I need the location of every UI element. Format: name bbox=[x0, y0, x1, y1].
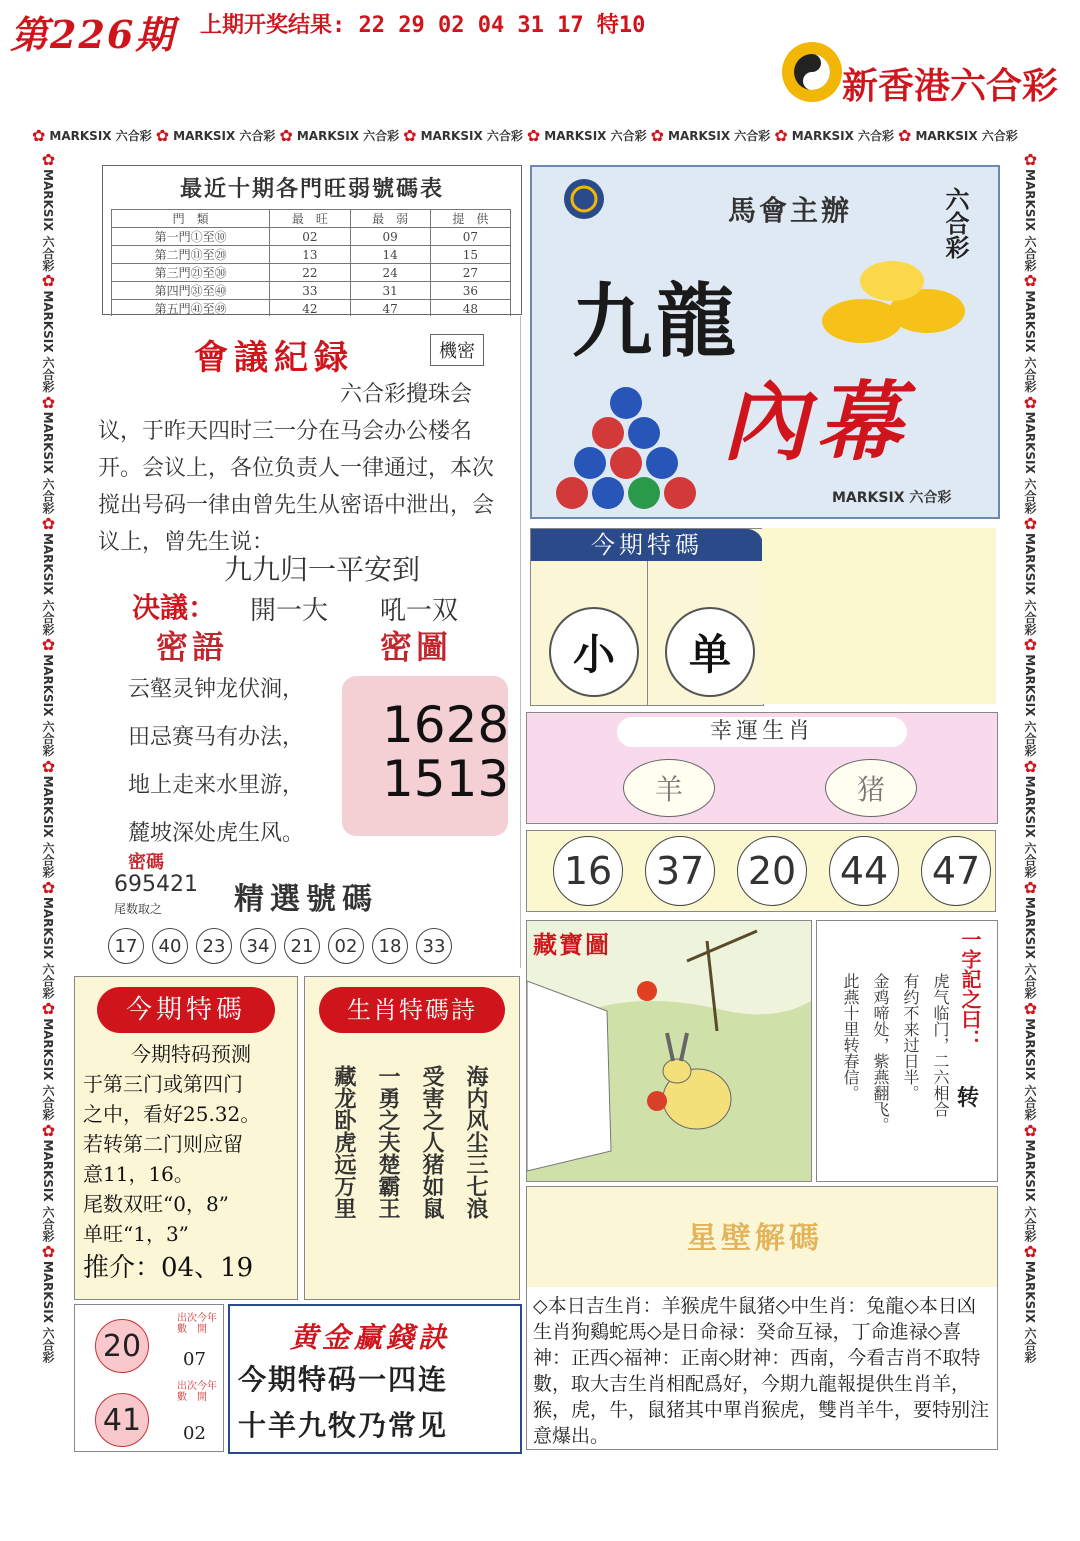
number-ball: 44 bbox=[829, 836, 899, 906]
special-size: 小 bbox=[549, 607, 639, 697]
lottery-balls-icon bbox=[546, 381, 706, 511]
mima-note: 尾数取之 bbox=[114, 902, 163, 916]
table-row: 第三門㉑至㉚ 22 24 27 bbox=[112, 264, 511, 282]
resolve-b: 吼一双 bbox=[380, 596, 459, 626]
frame-top: ✿ MARKSIX 六合彩 ✿ MARKSIX 六合彩 ✿ MARKSIX 六合彩 ✿ MARKSIX 六合彩 ✿ MARKSIX 六合彩 ✿ MARKSIX 六合彩 ✿ MARKSIX 六合彩 ✿ MARKSIX 六合彩 bbox=[32, 125, 1018, 145]
yellow-fill bbox=[762, 528, 996, 704]
yin-yang-icon bbox=[780, 40, 844, 104]
lucky-zodiac-title: 幸運生肖 bbox=[617, 717, 907, 747]
zodiac-poem-panel bbox=[304, 976, 520, 1300]
count-value: 07 bbox=[183, 1349, 206, 1370]
dragon-banner bbox=[530, 165, 1000, 519]
divider bbox=[647, 561, 648, 705]
gold-line: 十羊九牧乃常见 bbox=[238, 1409, 449, 1442]
count-panel: 20 出次數 今年開 07 41 出次數 今年開 02 bbox=[74, 1304, 224, 1452]
selected-numbers bbox=[108, 928, 452, 964]
table-row: 第二門⑪至⑳ 13 14 15 bbox=[112, 246, 511, 264]
one-word-poem: 虎气临门，二六相合 有约不来过日半。 金鸡啼处，紫燕翻飞。 此燕十里转春信。 bbox=[841, 973, 950, 1133]
frame-left: ✿MARKSIX 六合彩✿MARKSIX 六合彩✿MARKSIX 六合彩✿MARKSIX 六合彩✿MARKSIX 六合彩✿MARKSIX 六合彩✿MARKSIX 六合彩✿MARKSIX 六合彩✿MARKSIX 六合彩✿MARKSIX 六合彩 bbox=[39, 150, 58, 1364]
today-special-panel bbox=[74, 976, 298, 1300]
treasure-title: 藏寶圖 bbox=[533, 930, 611, 959]
star-title: 星壁解碼 bbox=[687, 1221, 823, 1256]
number-ball: 40 bbox=[152, 928, 188, 964]
resolve-a: 開一大 bbox=[250, 596, 329, 626]
five-numbers bbox=[526, 830, 996, 912]
special-code-panel bbox=[530, 528, 764, 706]
pig-icon: 猪 bbox=[825, 759, 917, 817]
table-row: 第五門㊶至㊾ 42 47 48 bbox=[112, 300, 511, 318]
organizer: 馬會主辦 bbox=[728, 194, 853, 227]
meeting-motto: 九九归一平安到 bbox=[224, 553, 421, 586]
table-header-row: 門 類 最 旺 最 弱 提 供 bbox=[112, 210, 511, 228]
special-parity: 单 bbox=[665, 607, 755, 697]
number-ball: 16 bbox=[553, 836, 623, 906]
mitu-label: 密圖 bbox=[380, 628, 453, 666]
today-special-body: 今期特码预测 于第三门或第四门 之中，看好25.32。 若转第二门则应留 意11，16。 尾数双旺“0，8” 单旺“1，3” 推介：04、19 bbox=[83, 1042, 261, 1283]
star-decode-panel bbox=[526, 1186, 998, 1450]
poem-line: 麓坡深处虎生风。 bbox=[128, 821, 305, 846]
issue-number: 第226期 bbox=[10, 12, 176, 57]
strength-table-title: 最近十期各門旺弱號碼表 bbox=[179, 176, 444, 202]
one-word-title: 一字記之曰： bbox=[958, 929, 982, 1049]
secret-tag: 機密 bbox=[430, 334, 484, 366]
mima-label: 密碼 bbox=[128, 852, 164, 873]
mima-value: 695421 bbox=[114, 872, 198, 897]
treasure-map bbox=[526, 920, 812, 1182]
special-code-title: 今期特碼 bbox=[531, 529, 763, 561]
resolve-label: 决議： bbox=[132, 591, 217, 624]
dragon-title-b: 內幕 bbox=[722, 372, 910, 473]
number-ball: 20 bbox=[737, 836, 807, 906]
meeting-panel bbox=[74, 316, 521, 968]
gold-formula-panel bbox=[228, 1304, 522, 1454]
star-body: ◇本日吉生肖：羊猴虎牛鼠猪◇中生肖：兔龍◇本日凶生肖狗鷄蛇馬◇是日命禄：癸命互禄，丁命進禄◇喜神：正西◇福神：正南◇財神：西南，今看吉肖不取特數，取大吉生肖相配爲好，今期九龍報提供生肖羊，猴，虎，牛，鼠猪其中單肖猴虎，雙肖羊牛，要特别注意爆出。 bbox=[533, 1295, 990, 1447]
rabbit-scene-icon bbox=[527, 921, 811, 1181]
count-number: 20 bbox=[95, 1319, 149, 1373]
zodiac-poem-title: 生肖特碼詩 bbox=[319, 987, 505, 1033]
poem-line: 云壑灵钟龙伏涧， bbox=[128, 677, 305, 702]
frame-right: ✿MARKSIX 六合彩✿MARKSIX 六合彩✿MARKSIX 六合彩✿MARKSIX 六合彩✿MARKSIX 六合彩✿MARKSIX 六合彩✿MARKSIX 六合彩✿MARKSIX 六合彩✿MARKSIX 六合彩✿MARKSIX 六合彩 bbox=[1021, 150, 1040, 1364]
number-ball: 17 bbox=[108, 928, 144, 964]
lucky-zodiac-panel bbox=[526, 712, 998, 824]
poem-line: 地上走来水里游， bbox=[128, 773, 305, 798]
table-row: 第四門㉛至㊵ 33 31 36 bbox=[112, 282, 511, 300]
picture-numbers: 1628 1513 bbox=[382, 696, 510, 808]
last-result: 上期开奖结果: 22 29 02 04 31 17 特10 bbox=[200, 13, 646, 38]
goat-icon: 羊 bbox=[623, 759, 715, 817]
number-ball: 33 bbox=[416, 928, 452, 964]
zodiac-poem-cols: 海内风尘三七浪 受害之人猪如鼠 一勇之夫楚霸王 藏龙卧虎远万里 bbox=[331, 1065, 489, 1219]
marksix-label: MARKSIX 六合彩 bbox=[832, 490, 952, 506]
number-ball: 21 bbox=[284, 928, 320, 964]
poem-line: 田忌赛马有办法， bbox=[128, 725, 305, 750]
select-label: 精選號碼 bbox=[234, 882, 378, 917]
dragon-title-a: 九龍 bbox=[572, 274, 740, 368]
table-row: 第一門①至⑩ 02 09 07 bbox=[112, 228, 511, 246]
today-special-title: 今期特碼 bbox=[97, 987, 275, 1033]
gold-title: 黄金赢錢訣 bbox=[290, 1321, 451, 1354]
one-word-panel bbox=[816, 920, 998, 1182]
hkjc-logo-icon bbox=[562, 177, 606, 221]
meeting-poem bbox=[128, 666, 304, 858]
number-ball: 37 bbox=[645, 836, 715, 906]
meeting-title: 會議紀録 bbox=[194, 338, 354, 378]
gold-ingot-icon bbox=[812, 251, 972, 351]
number-ball: 18 bbox=[372, 928, 408, 964]
lhc-label: 六合彩 bbox=[941, 187, 970, 259]
miyu-label: 密語 bbox=[156, 628, 229, 666]
gold-line: 今期特码一四连 bbox=[238, 1363, 449, 1396]
number-ball: 47 bbox=[921, 836, 991, 906]
brand-name: 新香港六合彩 bbox=[842, 66, 1059, 107]
count-number: 41 bbox=[95, 1393, 149, 1447]
number-ball: 02 bbox=[328, 928, 364, 964]
number-ball: 23 bbox=[196, 928, 232, 964]
one-word-answer: 转 bbox=[957, 1085, 980, 1111]
number-ball: 34 bbox=[240, 928, 276, 964]
secret-picture bbox=[342, 676, 508, 836]
count-value: 02 bbox=[183, 1423, 206, 1444]
brand-logo bbox=[780, 36, 1070, 116]
meeting-body: 六合彩攪珠会议，于昨天四时三一分在马会办公楼名开。会议上，各位负责人一律通过，本次搅出号码一律由曾先生从密语中泄出，会议上，曾先生说： bbox=[98, 382, 495, 555]
strength-table-grid bbox=[111, 209, 511, 318]
strength-table bbox=[102, 165, 522, 315]
